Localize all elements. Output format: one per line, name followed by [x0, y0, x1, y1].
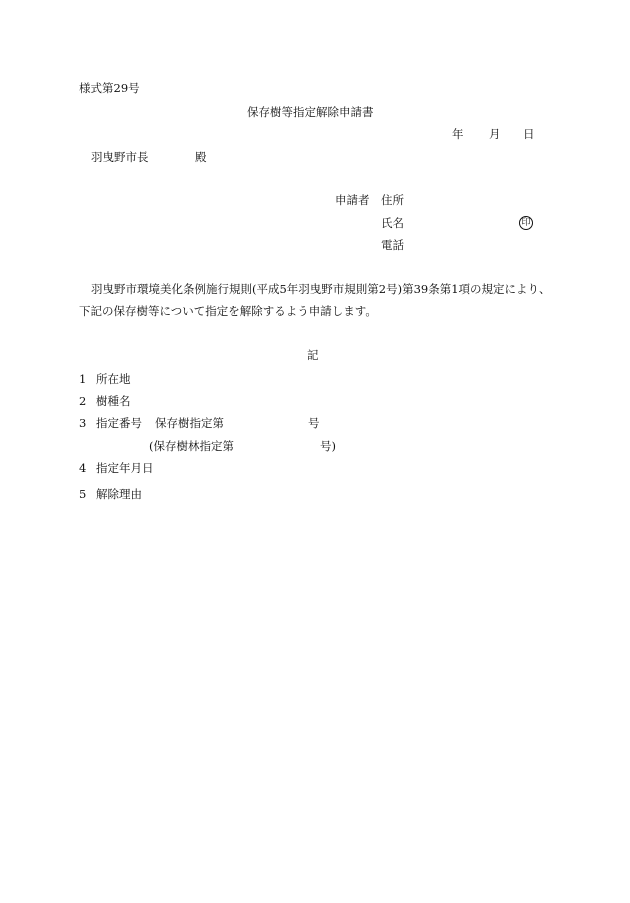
item-number: 2	[79, 394, 87, 408]
address-label: 住所	[381, 193, 404, 207]
name-label: 氏名	[381, 216, 404, 230]
designation-forest-suffix: 号)	[320, 439, 336, 453]
applicant-label: 申請者	[335, 193, 370, 207]
body-line-1: 羽曳野市環境美化条例施行規則(平成5年羽曳野市規則第2号)第39条第1項の規定により、	[91, 282, 551, 296]
phone-label: 電話	[381, 238, 404, 252]
item-number: 5	[79, 487, 87, 501]
body-line-2: 下記の保存樹等について指定を解除するよう申請します。	[79, 304, 377, 318]
form-title: 保存樹等指定解除申請書	[247, 105, 374, 119]
addressee-name: 羽曳野市長	[91, 150, 149, 164]
date-day: 日	[523, 127, 535, 141]
designation-forest-text: (保存樹林指定第	[149, 439, 234, 453]
date-month: 月	[489, 127, 501, 141]
item-label: 指定年月日	[96, 461, 154, 475]
item-number: 4	[79, 461, 87, 475]
item-label: 解除理由	[96, 487, 142, 501]
form-number: 様式第29号	[79, 81, 140, 95]
designation-tree-text: 保存樹指定第	[155, 416, 224, 430]
notes-heading: 記	[307, 348, 319, 362]
seal-mark: 印	[519, 216, 533, 230]
item-label: 所在地	[96, 372, 131, 386]
item-label: 樹種名	[96, 394, 131, 408]
item-label: 指定番号	[96, 416, 142, 430]
addressee-honorific: 殿	[195, 150, 207, 164]
item-number: 1	[79, 372, 87, 386]
designation-tree-suffix: 号	[308, 416, 320, 430]
item-number: 3	[79, 416, 87, 430]
date-year: 年	[452, 127, 464, 141]
